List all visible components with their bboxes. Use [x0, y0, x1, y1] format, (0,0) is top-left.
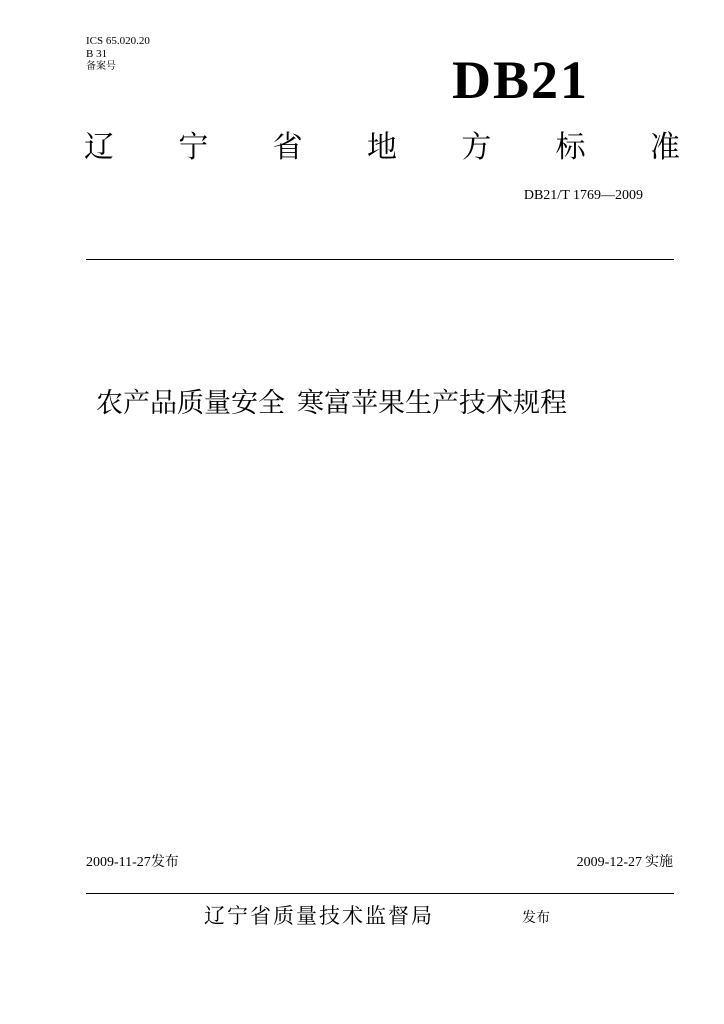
ccs-code: B 31	[86, 48, 108, 60]
standard-number: DB21/T 1769—2009	[523, 188, 643, 203]
issuing-authority-suffix: 发布	[522, 910, 550, 926]
document-title-part1: 农产品质量安全	[96, 388, 285, 419]
release-date-label: 发布	[150, 854, 179, 870]
standard-type-char: 标	[555, 130, 586, 165]
implementation-date	[577, 853, 673, 872]
top-divider	[86, 259, 674, 260]
document-title-part2: 寒富苹果生产技术规程	[297, 388, 567, 419]
standard-type-char: 方	[461, 130, 492, 165]
standard-type-char: 辽	[84, 130, 114, 165]
standard-type-char: 准	[649, 130, 680, 165]
standard-type-heading	[84, 130, 680, 166]
release-date-value: 2009-11-27	[86, 855, 151, 870]
filing-number-label: 备案号	[86, 61, 116, 72]
issuing-authority: 辽宁省质量技术监督局	[204, 904, 434, 928]
ics-code: ICS 65.020.20	[86, 35, 150, 47]
release-date	[86, 853, 179, 872]
standard-type-char: 省	[272, 130, 303, 165]
bottom-divider	[86, 893, 674, 894]
implementation-date-value: 2009-12-27	[576, 855, 642, 870]
standard-type-char: 地	[366, 130, 397, 165]
document-title	[96, 386, 567, 422]
implementation-date-label: 实施	[645, 854, 673, 870]
db-code: DB21	[452, 50, 590, 110]
standard-type-char: 宁	[178, 130, 209, 165]
